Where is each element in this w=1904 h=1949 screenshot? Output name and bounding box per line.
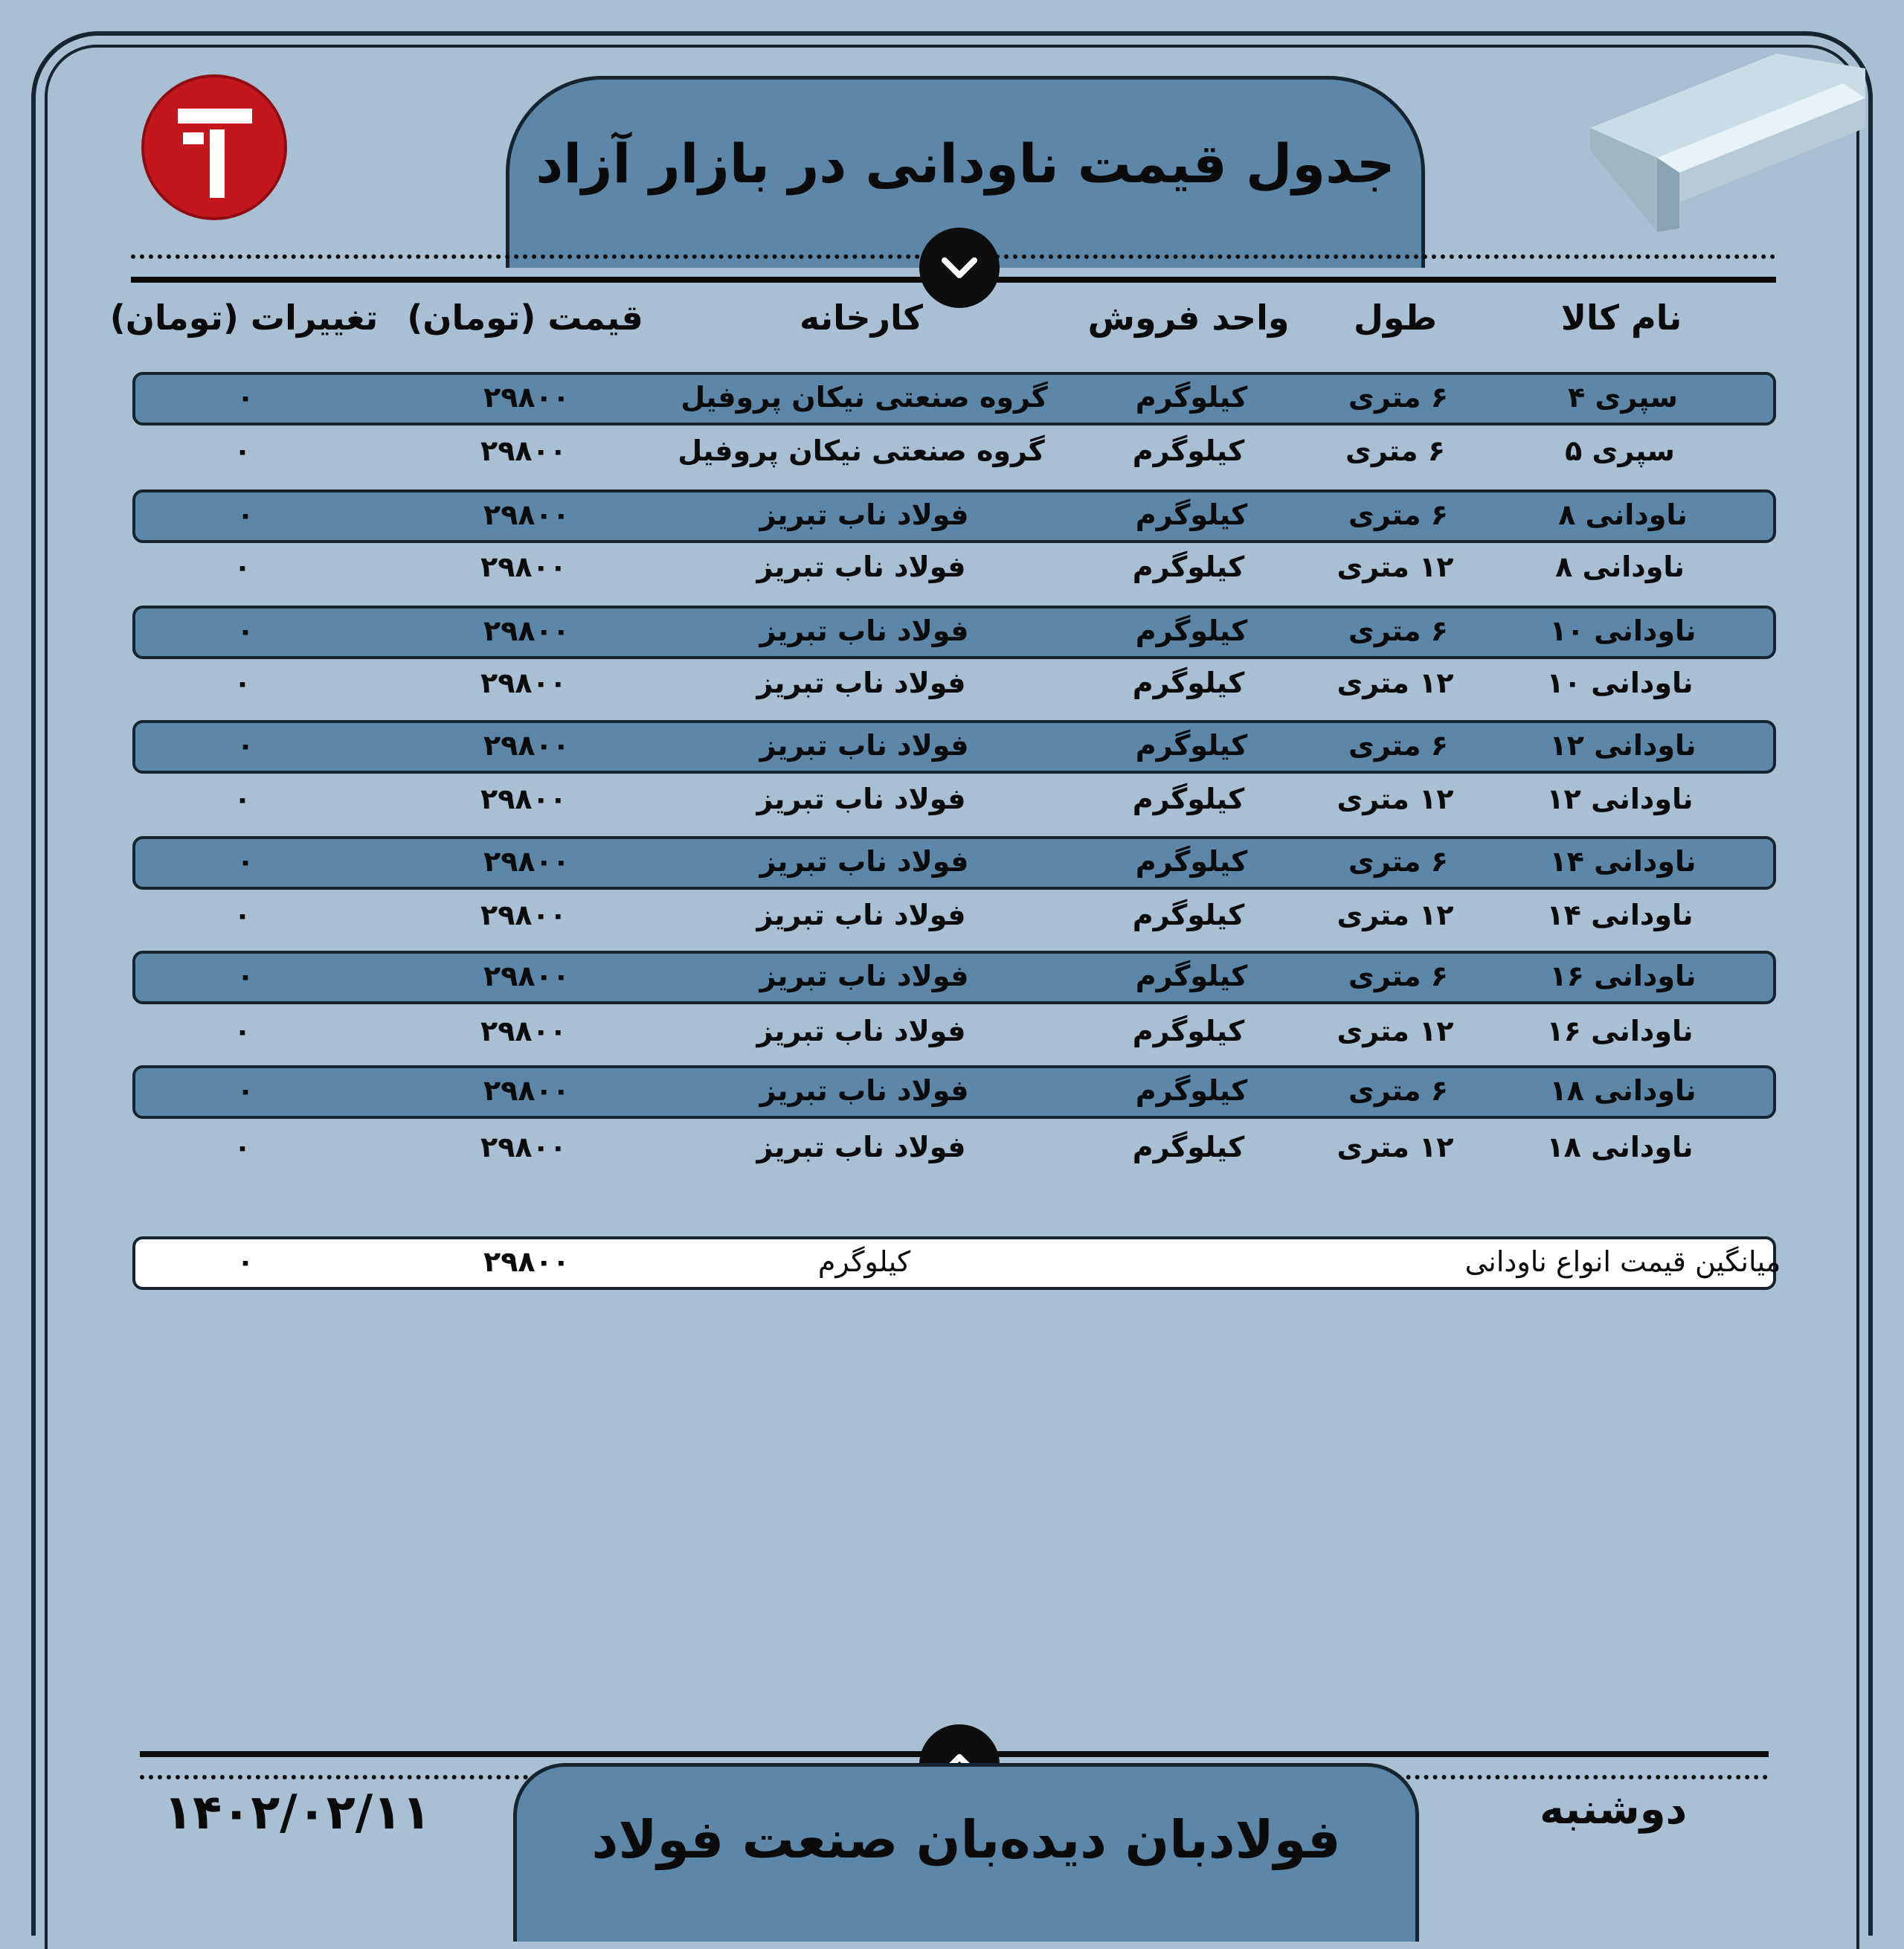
- cell-name: ناودانی ۸: [1558, 498, 1688, 531]
- cell-length: ۱۲ متری: [1337, 782, 1454, 815]
- cell-name: ناودانی ۱۸: [1549, 1073, 1696, 1107]
- cell-unit: کیلوگرم: [1135, 728, 1248, 762]
- table-row: [132, 1122, 1776, 1175]
- cell-price: ۲۹۸۰۰: [483, 380, 570, 414]
- header-factory: کارخانه: [799, 298, 924, 338]
- average-price: ۲۹۸۰۰: [483, 1245, 570, 1278]
- cell-length: ۱۲ متری: [1337, 550, 1454, 583]
- cell-price: ۲۹۸۰۰: [483, 844, 570, 878]
- footer-tab: [513, 1763, 1419, 1942]
- cell-change: ۰: [234, 550, 251, 583]
- cell-factory: فولاد ناب تبریز: [759, 498, 969, 531]
- cell-unit: کیلوگرم: [1132, 898, 1245, 931]
- cell-change: ۰: [237, 614, 254, 647]
- cell-unit: کیلوگرم: [1135, 959, 1248, 992]
- cell-factory: فولاد ناب تبریز: [756, 550, 966, 583]
- cell-factory: گروه صنعتی نیکان پروفیل: [678, 434, 1045, 467]
- cell-change: ۰: [234, 666, 251, 699]
- cell-unit: کیلوگرم: [1135, 498, 1248, 531]
- cell-name: سپری ۴: [1568, 380, 1678, 414]
- cell-factory: گروه صنعتی نیکان پروفیل: [681, 380, 1048, 414]
- cell-change: ۰: [237, 498, 254, 531]
- table-row: [132, 836, 1776, 890]
- cell-price: ۲۹۸۰۰: [483, 498, 570, 531]
- cell-change: ۰: [234, 782, 251, 815]
- table-row: [132, 606, 1776, 659]
- cell-length: ۱۲ متری: [1337, 1130, 1454, 1163]
- footer-brand: فولادبان دیده‌بان صنعت فولاد: [591, 1808, 1341, 1870]
- table-row: [132, 1065, 1776, 1119]
- cell-unit: کیلوگرم: [1135, 844, 1248, 878]
- cell-change: ۰: [237, 1073, 254, 1107]
- cell-name: ناودانی ۱۰: [1549, 614, 1696, 647]
- table-row: [132, 1006, 1776, 1059]
- cell-price: ۲۹۸۰۰: [480, 666, 567, 699]
- cell-change: ۰: [237, 380, 254, 414]
- cell-unit: کیلوگرم: [1132, 434, 1245, 467]
- header-price: قیمت (تومان): [407, 298, 643, 338]
- cell-factory: فولاد ناب تبریز: [759, 614, 969, 647]
- cell-name: ناودانی ۱۸: [1546, 1130, 1694, 1163]
- cell-name: سپری ۵: [1565, 434, 1675, 467]
- cell-factory: فولاد ناب تبریز: [759, 728, 969, 762]
- cell-unit: کیلوگرم: [1135, 1073, 1248, 1107]
- cell-name: ناودانی ۱۲: [1549, 728, 1696, 762]
- cell-change: ۰: [237, 959, 254, 992]
- cell-factory: فولاد ناب تبریز: [759, 959, 969, 992]
- cell-factory: فولاد ناب تبریز: [756, 1014, 966, 1047]
- cell-length: ۶ متری: [1345, 434, 1445, 467]
- table-row: [132, 489, 1776, 543]
- cell-factory: فولاد ناب تبریز: [759, 1073, 969, 1107]
- header-unit: واحد فروش: [1087, 298, 1290, 338]
- cell-unit: کیلوگرم: [1132, 1130, 1245, 1163]
- cell-price: ۲۹۸۰۰: [480, 550, 567, 583]
- cell-unit: کیلوگرم: [1132, 666, 1245, 699]
- table-row: [132, 774, 1776, 827]
- cell-change: ۰: [237, 844, 254, 878]
- cell-length: ۱۲ متری: [1337, 898, 1454, 931]
- cell-length: ۶ متری: [1348, 380, 1448, 414]
- header-length: طول: [1353, 298, 1438, 338]
- cell-price: ۲۹۸۰۰: [483, 728, 570, 762]
- table-row: [132, 426, 1776, 479]
- cell-length: ۱۲ متری: [1337, 666, 1454, 699]
- table-row: [132, 720, 1776, 774]
- cell-length: ۶ متری: [1348, 498, 1448, 531]
- scroll-down-button[interactable]: [919, 228, 1000, 308]
- cell-name: ناودانی ۸: [1555, 550, 1685, 583]
- cell-length: ۱۲ متری: [1337, 1014, 1454, 1047]
- cell-change: ۰: [237, 728, 254, 762]
- cell-length: ۶ متری: [1348, 614, 1448, 647]
- cell-length: ۶ متری: [1348, 728, 1448, 762]
- cell-length: ۶ متری: [1348, 844, 1448, 878]
- header-name: نام کالا: [1560, 298, 1682, 338]
- brand-logo-icon: [141, 74, 287, 220]
- table-row: [132, 890, 1776, 943]
- average-change: ۰: [237, 1245, 254, 1278]
- cell-change: ۰: [234, 1130, 251, 1163]
- cell-unit: کیلوگرم: [1132, 1014, 1245, 1047]
- cell-change: ۰: [234, 434, 251, 467]
- cell-length: ۶ متری: [1348, 959, 1448, 992]
- table-row: [132, 951, 1776, 1004]
- cell-name: ناودانی ۱۴: [1549, 844, 1696, 878]
- cell-factory: فولاد ناب تبریز: [756, 1130, 966, 1163]
- cell-price: ۲۹۸۰۰: [483, 614, 570, 647]
- table-row: [132, 372, 1776, 426]
- cell-length: ۶ متری: [1348, 1073, 1448, 1107]
- header-change: تغییرات (تومان): [109, 298, 379, 338]
- page-title: جدول قیمت ناودانی در بازار آزاد: [536, 132, 1395, 195]
- cell-change: ۰: [234, 1014, 251, 1047]
- cell-factory: فولاد ناب تبریز: [756, 782, 966, 815]
- steel-channel-image: [1583, 46, 1865, 232]
- average-label: میانگین قیمت انواع ناودانی: [1464, 1245, 1781, 1278]
- cell-price: ۲۹۸۰۰: [480, 1130, 567, 1163]
- cell-factory: فولاد ناب تبریز: [756, 666, 966, 699]
- cell-name: ناودانی ۱۴: [1546, 898, 1694, 931]
- table-header: [0, 298, 1904, 357]
- cell-price: ۲۹۸۰۰: [480, 782, 567, 815]
- chevron-down-icon: [939, 253, 980, 283]
- cell-name: ناودانی ۱۲: [1546, 782, 1694, 815]
- cell-factory: فولاد ناب تبریز: [759, 844, 969, 878]
- cell-unit: کیلوگرم: [1132, 550, 1245, 583]
- cell-unit: کیلوگرم: [1132, 782, 1245, 815]
- average-unit: کیلوگرم: [817, 1245, 911, 1278]
- cell-price: ۲۹۸۰۰: [480, 898, 567, 931]
- table-row: [132, 542, 1776, 595]
- footer-weekday: دوشنبه: [1540, 1785, 1688, 1834]
- cell-unit: کیلوگرم: [1135, 380, 1248, 414]
- cell-unit: کیلوگرم: [1135, 614, 1248, 647]
- cell-change: ۰: [234, 898, 251, 931]
- cell-factory: فولاد ناب تبریز: [756, 898, 966, 931]
- cell-price: ۲۹۸۰۰: [483, 959, 570, 992]
- cell-price: ۲۹۸۰۰: [480, 1014, 567, 1047]
- cell-name: ناودانی ۱۰: [1546, 666, 1694, 699]
- average-row: [132, 1236, 1781, 1290]
- cell-name: ناودانی ۱۶: [1546, 1014, 1694, 1047]
- cell-price: ۲۹۸۰۰: [483, 1073, 570, 1107]
- footer-date: ۱۴۰۲/۰۲/۱۱: [164, 1785, 431, 1840]
- cell-price: ۲۹۸۰۰: [480, 434, 567, 467]
- cell-name: ناودانی ۱۶: [1549, 959, 1696, 992]
- table-row: [132, 658, 1776, 711]
